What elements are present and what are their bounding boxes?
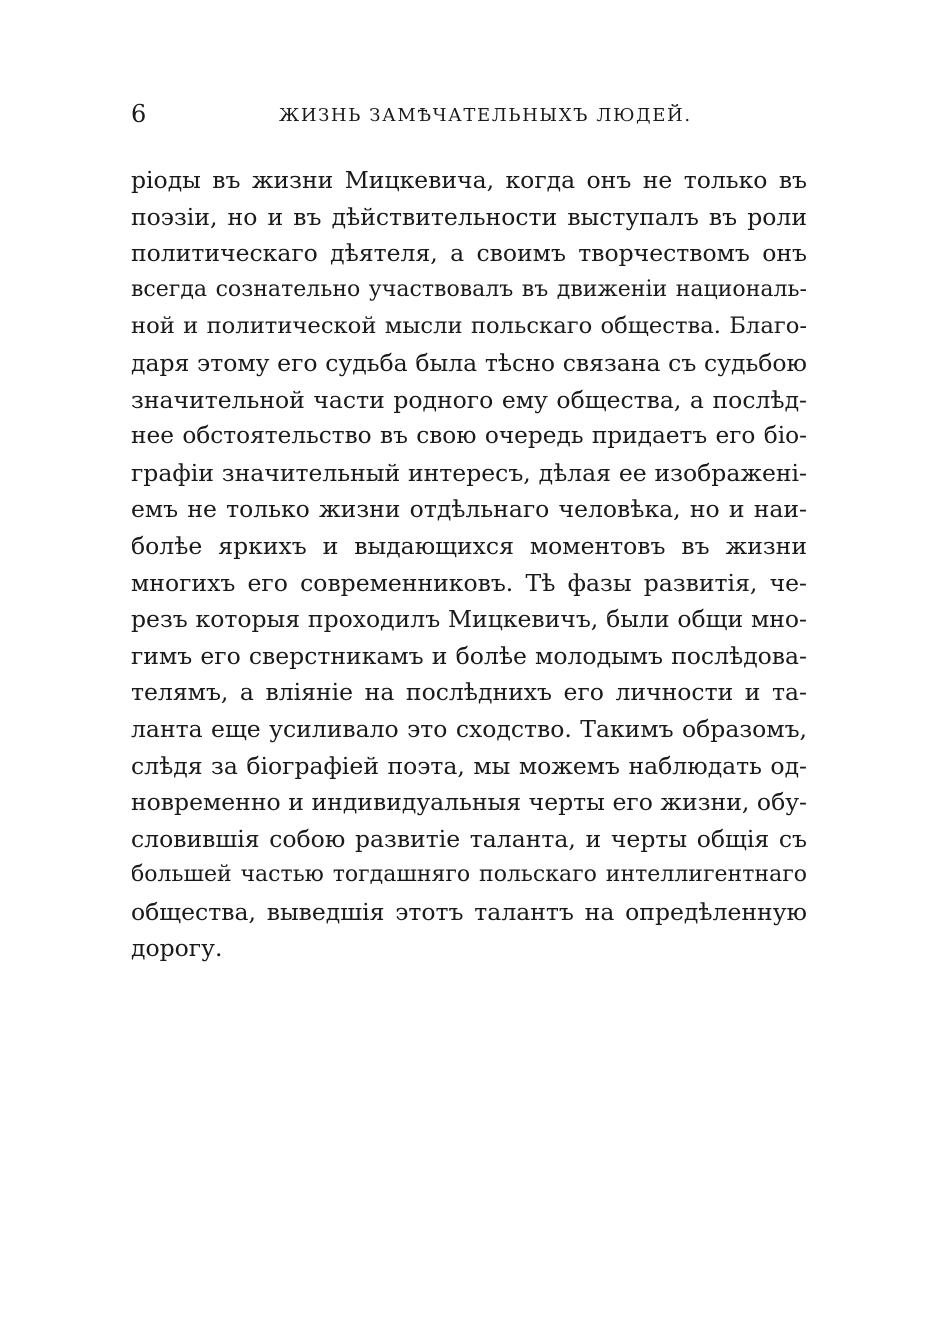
text-line: болѣе яркихъ и выдающихся моментовъ въ жизни xyxy=(131,531,807,560)
text-line: ріоды въ жизни Мицкевича, когда онъ не только въ xyxy=(131,166,807,194)
body-paragraph xyxy=(131,162,807,967)
text-line: новременно и индивидуальныя черты его жизни, обу- xyxy=(131,788,807,817)
text-line: емъ не только жизни отдѣльнаго человѣка, но и наи- xyxy=(131,495,807,524)
text-line: словившія собою развитіе таланта, и черты общія съ xyxy=(131,824,807,853)
text-line: графіи значительный интересъ, дѣлая ее изображені- xyxy=(131,458,807,487)
text-line: ной и политической мысли польскаго общества. Благо- xyxy=(131,313,807,340)
text-line: всегда сознательно участвовалъ въ движеніи националь- xyxy=(131,276,807,302)
text-line: значительной части родного ему общества, а послѣд- xyxy=(131,385,807,414)
text-line: телямъ, а вліяніе на послѣднихъ его личности и та- xyxy=(131,678,807,707)
running-header xyxy=(131,98,807,130)
text-line: общества, выведшія этотъ талантъ на опредѣленную xyxy=(131,897,807,926)
text-line: многихъ его современниковъ. Тѣ фазы развитія, че- xyxy=(131,568,807,597)
text-line: резъ которыя проходилъ Мицкевичъ, были общи мно- xyxy=(131,605,807,634)
text-line: политическаго дѣятеля, а своимъ творчествомъ онъ xyxy=(131,239,807,268)
running-title: ЖИЗНЬ ЗАМѢЧАТЕЛЬНЫХЪ ЛЮДЕЙ. xyxy=(279,105,692,126)
text-line: ланта еще усиливало это сходство. Такимъ образомъ, xyxy=(131,714,807,743)
text-line: поэзіи, но и въ дѣйствительности выступалъ въ роли xyxy=(131,202,807,231)
text-line: нее обстоятельство въ свою очередь придаетъ его біо- xyxy=(131,422,807,450)
page-number: 6 xyxy=(131,100,147,128)
text-line: большей частью тогдашняго польскаго интеллигентнаго xyxy=(131,862,807,888)
text-line-last: дорогу. xyxy=(131,934,223,963)
text-line: гимъ его сверстникамъ и болѣе молодымъ послѣдова- xyxy=(131,641,807,670)
text-line: даря этому его судьба была тѣсно связана съ судьбою xyxy=(131,348,807,377)
text-line: слѣдя за біографіей поэта, мы можемъ наблюдать од- xyxy=(131,751,807,780)
